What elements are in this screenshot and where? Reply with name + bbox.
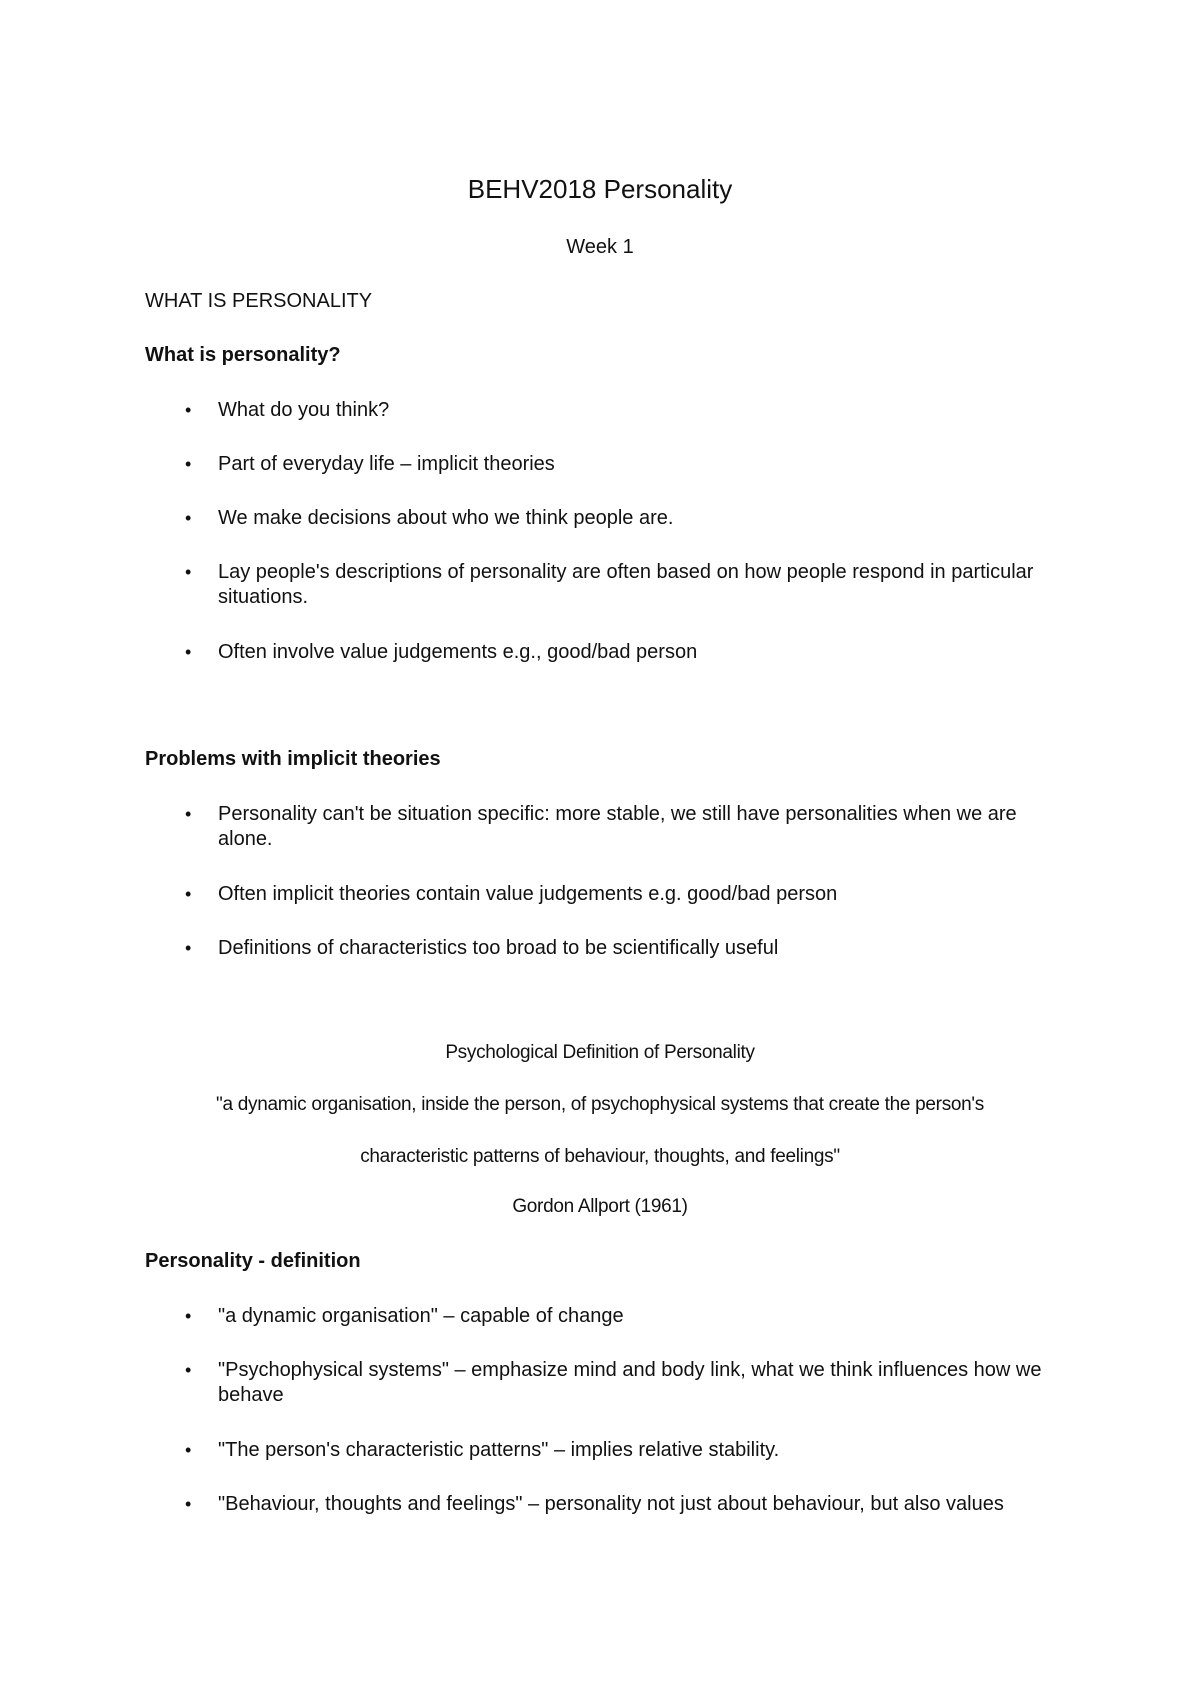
section-caps-heading: WHAT IS PERSONALITY [145,290,373,312]
list-item-text: Part of everyday life – implicit theories [218,453,555,475]
bullet-icon: • [185,1440,192,1460]
list-item-text: "Psychophysical systems" – emphasize mind and body link, what we think influences how we behave [218,1359,1042,1406]
document-title: BEHV2018 Personality [467,174,733,204]
list-item [145,1492,1060,1517]
list-item-text: Often implicit theories contain value judgements e.g. good/bad person [218,883,838,905]
bullet-icon: • [185,1494,192,1514]
list-item [145,560,1060,610]
section-heading-what-is-personality: What is personality? [145,344,341,366]
list-item [145,802,1060,852]
list-item-text: Definitions of characteristics too broad to be scientifically useful [218,937,779,959]
list-item [145,1438,1060,1463]
list-item-text: Often involve value judgements e.g., good/bad person [218,641,698,663]
bullet-icon: • [185,884,192,904]
definition-quote-line-2: characteristic patterns of behaviour, thoughts, and feelings" [360,1146,840,1167]
definition-quote-line-1: "a dynamic organisation, inside the person, of psychophysical systems that create the person's [216,1094,984,1115]
list-item-text: Lay people's descriptions of personality are often based on how people respond in particular situations. [218,561,1034,608]
list-item-text: "The person's characteristic patterns" – implies relative stability. [218,1439,780,1461]
definition-attribution: Gordon Allport (1961) [512,1196,688,1217]
list-item [145,936,1060,961]
list-item [145,452,1060,477]
bullet-icon: • [185,1360,192,1380]
week-label: Week 1 [566,236,634,258]
list-item [145,506,1060,531]
section-heading-problems: Problems with implicit theories [145,748,441,770]
bullet-icon: • [185,562,192,582]
bullet-icon: • [185,1306,192,1326]
list-item [145,882,1060,907]
list-item-text: "a dynamic organisation" – capable of change [218,1305,624,1327]
list-item-text: Personality can't be situation specific: more stable, we still have personalities when we are alone. [218,803,1017,850]
list-item-text: We make decisions about who we think people are. [218,507,674,529]
definition-title: Psychological Definition of Personality [445,1042,755,1063]
list-item [145,640,1060,665]
bullet-icon: • [185,938,192,958]
bullet-icon: • [185,400,192,420]
bullet-icon: • [185,508,192,528]
list-item [145,1304,1060,1329]
list-item-text: "Behaviour, thoughts and feelings" – personality not just about behaviour, but also values [218,1493,1004,1515]
bullet-icon: • [185,454,192,474]
list-item [145,398,1060,423]
section-heading-personality-definition: Personality - definition [145,1250,361,1272]
list-item [145,1358,1060,1408]
bullet-icon: • [185,804,192,824]
list-item-text: What do you think? [218,399,390,421]
bullet-icon: • [185,642,192,662]
